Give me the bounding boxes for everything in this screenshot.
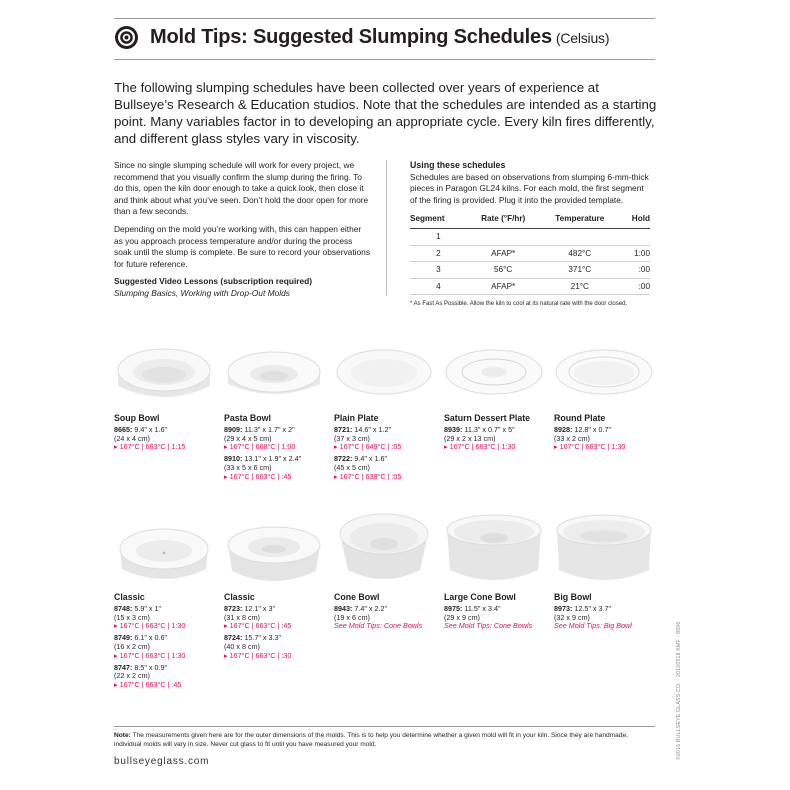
round-plate-mold-image <box>554 334 654 412</box>
table-cell: 1 <box>410 228 467 245</box>
table-cell: 2 <box>410 245 467 262</box>
mold-name: Pasta Bowl <box>224 413 271 423</box>
mold-metric: (45 x 5 cm) <box>334 462 370 472</box>
mold-code: 8723: <box>224 603 243 613</box>
table-header: Rate (°F/hr) <box>467 211 540 228</box>
mold-metric: (24 x 4 cm) <box>114 433 150 443</box>
table-header-row <box>410 211 650 228</box>
mold-code: 8724: <box>224 633 243 643</box>
mold-code: 8943: <box>334 603 353 613</box>
large-cone-bowl-mold-image <box>444 508 544 590</box>
table-row <box>410 228 650 245</box>
mold-entry <box>114 634 224 660</box>
intro-paragraph: The following slumping schedules have been collected over years of experience at Bullseye’s Research & Education studios. Note that the schedules are intended as a starting point. Many variables factor in to developing an appropriate cycle. Every kiln fires differently, and different glass styles vary in viscosity. <box>114 80 657 146</box>
table-cell: 482°C <box>540 245 621 262</box>
table-cell: :00 <box>620 262 650 279</box>
mold-size: 8.5" x 0.9" <box>134 662 168 672</box>
mold-schedule: ▸ 167°C | 649°C | :05 <box>334 442 402 452</box>
page-subtitle: (Celsius) <box>555 30 610 46</box>
mold-code: 8721: <box>334 424 353 434</box>
mold-metric: (37 x 3 cm) <box>334 433 370 443</box>
mold-size: 13.1" x 1.9" x 2.4" <box>244 454 302 464</box>
table-cell: :00 <box>620 278 650 295</box>
mold-code: 8749: <box>114 633 133 643</box>
table-row <box>410 245 650 262</box>
mold-code: 8973: <box>554 603 573 613</box>
mold-metric: (33 x 5 x 6 cm) <box>224 462 272 472</box>
mold-entry <box>224 605 334 631</box>
mold-entry <box>554 426 664 452</box>
page-title-text: Mold Tips: Suggested Slumping Schedules <box>150 26 552 48</box>
mold-size: 7.4" x 2.2" <box>354 603 388 613</box>
mold-schedule: ▸ 167°C | 663°C | 1:30 <box>554 442 626 452</box>
see-mold-tips-link[interactable]: See Mold Tips: Cone Bowls <box>334 621 423 631</box>
mold-info <box>554 593 664 634</box>
pasta-bowl-mold-image <box>224 334 324 412</box>
header-bottom-rule <box>114 59 655 60</box>
mold-code: 8665: <box>114 424 133 434</box>
table-cell: 371°C <box>540 262 621 279</box>
note-label: Note: <box>114 732 131 739</box>
table-header: Segment <box>410 211 467 228</box>
mold-info <box>334 593 444 634</box>
mold-size: 9.4" x 1.6" <box>354 454 388 464</box>
mold-entry <box>554 605 664 631</box>
page-title <box>150 26 609 49</box>
mold-entry <box>224 455 334 481</box>
mold-info <box>334 414 444 485</box>
schedule-template-table <box>410 211 650 295</box>
mold-schedule: ▸ 167°C | 663°C | :30 <box>224 650 292 660</box>
mold-entry <box>334 605 444 631</box>
website-url[interactable]: bullseyeglass.com <box>114 756 210 767</box>
soup-bowl-mold-image <box>114 334 214 412</box>
table-cell: AFAP* <box>467 278 540 295</box>
column-divider <box>386 160 387 295</box>
mold-schedule: ▸ 167°C | 668°C | 1:00 <box>224 442 296 452</box>
mold-size: 14.6" x 1.2" <box>354 424 392 434</box>
mold-metric: (29 x 2 x 13 cm) <box>444 433 496 443</box>
note-text: The measurements given here are for the outer dimensions of the molds. This is to help you determine whether a given mold will fit in your kiln. Since they are handmade, individual molds will vary in size. Never cut glass to fit until you have measured your mold. <box>114 732 628 748</box>
mold-entry <box>224 634 334 660</box>
table-cell: 1:00 <box>620 245 650 262</box>
mold-info <box>554 414 664 455</box>
mold-entry <box>114 426 224 452</box>
plain-plate-mold-image <box>334 334 434 412</box>
mold-size: 12.8" x 0.7" <box>574 424 612 434</box>
mold-info <box>444 593 554 634</box>
header-top-rule <box>114 18 655 19</box>
mold-name: Large Cone Bowl <box>444 592 516 602</box>
footer-rule <box>114 726 655 727</box>
mold-metric: (29 x 4 x 5 cm) <box>224 433 272 443</box>
mold-metric: (15 x 3 cm) <box>114 612 150 622</box>
mold-info <box>224 593 334 664</box>
table-header: Hold <box>620 211 650 228</box>
mold-metric: (22 x 2 cm) <box>114 671 150 681</box>
table-row <box>410 262 650 279</box>
mold-info <box>114 593 224 693</box>
mold-metric: (31 x 8 cm) <box>224 612 260 622</box>
mold-code: 8939: <box>444 424 463 434</box>
mold-size: 11.3" x 1.7" x 2" <box>244 424 295 434</box>
right-column <box>410 160 650 308</box>
table-cell <box>540 228 621 245</box>
mold-code: 8928: <box>554 424 573 434</box>
mold-schedule: ▸ 167°C | 663°C | 1:30 <box>444 442 516 452</box>
mold-entry <box>114 664 224 690</box>
mold-size: 5.9" x 1" <box>134 603 162 613</box>
left-paragraph-2: Depending on the mold you’re working with, this can happen either as you approach process temperature and/or during the process soak until the slump is complete. Be sure to record your observations for future reference. <box>114 223 371 269</box>
mold-size: 6.1" x 0.6" <box>134 633 168 643</box>
mold-metric: (32 x 9 cm) <box>554 612 590 622</box>
mold-schedule: ▸ 167°C | 663°C | :45 <box>224 621 292 631</box>
video-lessons-links[interactable]: Slumping Basics, Working with Drop-Out Molds <box>114 287 290 298</box>
mold-code: 8910: <box>224 454 243 464</box>
left-paragraph-1: Since no single slumping schedule will work for every project, we recommend that you visually confirm the slump during the firing. To do this, open the kiln door enough to take a quick look, then close it and think about what you’ve seen. Don’t hold the door open for more than a few seconds. <box>114 160 369 217</box>
table-cell <box>620 228 650 245</box>
mold-code: 8975: <box>444 603 463 613</box>
mold-schedule: ▸ 167°C | 663°C | :45 <box>114 680 182 690</box>
mold-name: Classic <box>224 592 255 602</box>
mold-entry <box>114 605 224 631</box>
mold-entry <box>444 426 554 452</box>
see-mold-tips-link[interactable]: See Mold Tips: Big Bowl <box>554 621 632 631</box>
mold-size: 12.5" x 3.7" <box>574 603 612 613</box>
mold-name: Classic <box>114 592 145 602</box>
mold-size: 12.1" x 3" <box>244 603 276 613</box>
mold-size: 11.5" x 3.4" <box>464 603 501 613</box>
mold-info <box>114 414 224 455</box>
classic-large-mold-image <box>224 513 324 591</box>
table-row <box>410 278 650 295</box>
mold-schedule: ▸ 167°C | 638°C | :05 <box>334 471 402 481</box>
using-schedules-text: Schedules are based on observations from slumping 6-mm-thick pieces in Paragon GL24 kilns. For each mold, the first segment of the firing is provided. Plug it into the provided template. <box>410 171 649 205</box>
cone-bowl-mold-image <box>334 508 434 590</box>
mold-name: Saturn Dessert Plate <box>444 413 531 423</box>
mold-metric: (29 x 9 cm) <box>444 612 480 622</box>
table-header: Temperature <box>540 211 621 228</box>
mold-name: Plain Plate <box>334 413 379 423</box>
table-cell: 4 <box>410 278 467 295</box>
mold-name: Round Plate <box>554 413 606 423</box>
video-lessons-heading: Suggested Video Lessons (subscription required) <box>114 276 313 287</box>
mold-info <box>224 414 334 485</box>
mold-entry <box>444 605 554 631</box>
mold-name: Soup Bowl <box>114 413 160 423</box>
left-column <box>114 160 372 300</box>
mold-schedule: ▸ 167°C | 663°C | 1:15 <box>114 442 186 452</box>
table-cell: 56°C <box>467 262 540 279</box>
table-cell: AFAP* <box>467 245 540 262</box>
mold-entry <box>334 455 444 481</box>
mold-entry <box>224 426 334 452</box>
mold-metric: (19 x 6 cm) <box>334 612 370 622</box>
mold-metric: (40 x 8 cm) <box>224 641 260 651</box>
mold-name: Big Bowl <box>554 592 592 602</box>
table-cell: 21°C <box>540 278 621 295</box>
mold-code: 8748: <box>114 603 133 613</box>
saturn-dessert-plate-mold-image <box>444 334 544 412</box>
mold-schedule: ▸ 167°C | 663°C | 1:30 <box>114 650 186 660</box>
target-icon <box>114 25 139 50</box>
mold-metric: (33 x 2 cm) <box>554 433 590 443</box>
classic-small-mold-image <box>114 513 214 591</box>
table-cell: 3 <box>410 262 467 279</box>
see-mold-tips-link[interactable]: See Mold Tips: Cone Bowls <box>444 621 533 631</box>
mold-code: 8909: <box>224 424 243 434</box>
big-bowl-mold-image <box>554 508 654 590</box>
mold-entry <box>334 426 444 452</box>
mold-size: 15.7" x 3.3" <box>244 633 282 643</box>
mold-schedule: ▸ 167°C | 663°C | :45 <box>224 471 292 481</box>
mold-info <box>444 414 554 455</box>
mold-schedule: ▸ 167°C | 663°C | 1:30 <box>114 621 186 631</box>
table-cell <box>467 228 540 245</box>
measurement-note <box>114 731 654 749</box>
using-schedules-heading: Using these schedules <box>410 160 506 170</box>
mold-size: 9.4" x 1.6" <box>134 424 168 434</box>
mold-name: Cone Bowl <box>334 592 380 602</box>
mold-code: 8722: <box>334 454 353 464</box>
mold-size: 11.3" x 0.7" x 5" <box>464 424 515 434</box>
copyright-credit: ©2016 BULLSEYE GLASS CO. · 20160518 KMF · 8596 <box>676 621 682 760</box>
mold-metric: (16 x 2 cm) <box>114 641 150 651</box>
mold-code: 8747: <box>114 662 133 672</box>
table-footnote: * As Fast As Possible. Allow the kiln to cool at its natural rate with the door closed. <box>410 301 628 308</box>
